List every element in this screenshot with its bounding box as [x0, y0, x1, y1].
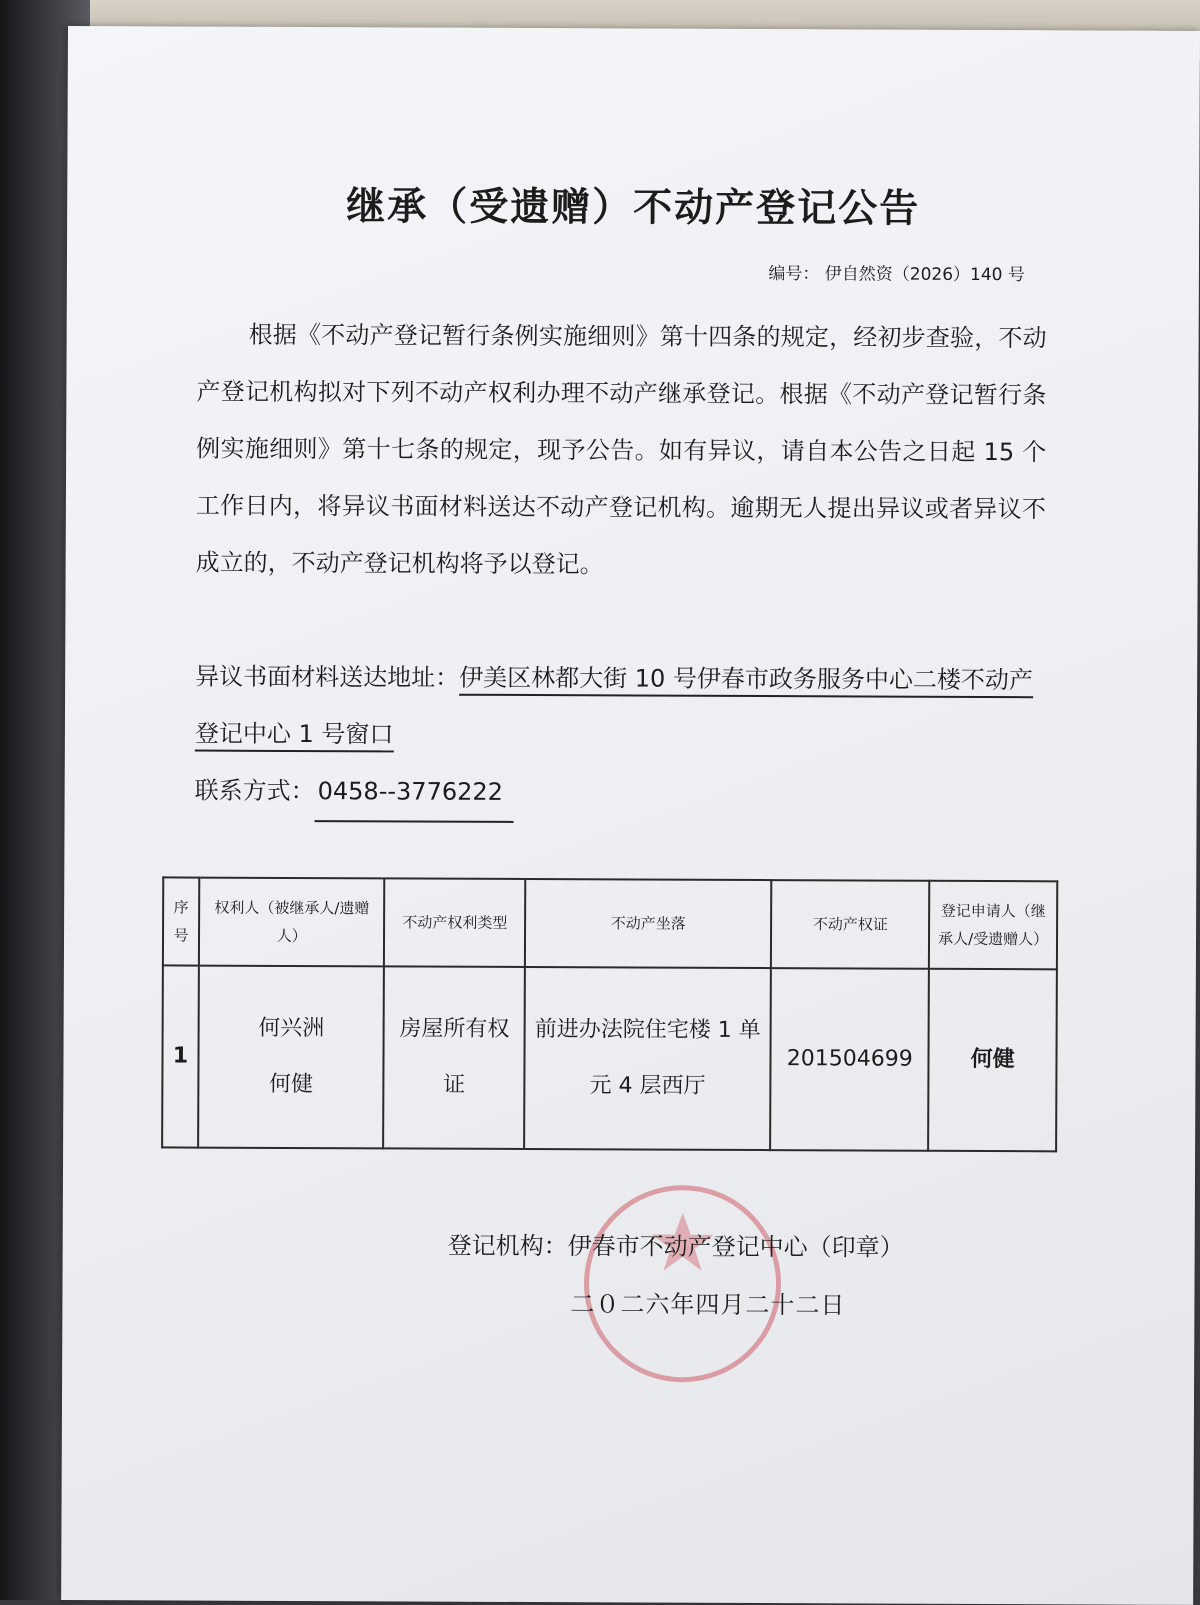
row-number: 1 — [162, 965, 199, 1147]
notice-title: 继承（受遗赠）不动产登记公告 — [346, 184, 921, 232]
header-applicant: 登记申请人（继承人/受遗赠人） — [929, 881, 1057, 970]
table-row — [162, 965, 1057, 1151]
header-right-type: 不动产权利类型 — [384, 878, 525, 967]
row-right-type: 房屋所有权证 — [384, 966, 525, 1149]
notice-body: 根据《不动产登记暂行条例实施细则》第十四条的规定，经初步查验，不动产登记机构拟对下列不动产权利办理不动产继承登记。根据《不动产登记暂行条例实施细则》第十七条的规定，现予公告。如有异议，请自本公告之日起 15 个工作日内，将异议书面材料送达不动产登记机构。逾期无人提出异议或者异议不成立的，不动产登记机构将予以登记。 — [195, 320, 1047, 579]
row-location: 前进办法院住宅楼 1 单元 4 层西厅 — [524, 967, 771, 1150]
header-location: 不动产坐落 — [525, 879, 772, 968]
notice-paper — [61, 26, 1200, 1605]
header-holder: 权利人（被继承人/遗赠人） — [199, 878, 385, 967]
registration-table — [161, 876, 1058, 1152]
contact-phone: 0458--3776222 — [315, 763, 514, 823]
contact-label: 联系方式： — [194, 776, 315, 806]
registration-authority: 登记机构：伊春市不动产登记中心（印章） — [447, 1231, 904, 1262]
contact-line — [195, 763, 514, 823]
address-value: 伊美区林都大街 10 号伊春市政务服务中心二楼不动产登记中心 1 号窗口 — [195, 664, 1033, 753]
address-label: 异议书面材料送达地址： — [195, 662, 460, 692]
notice-date: 二０二六年四月二十二日 — [570, 1290, 846, 1320]
objection-address — [195, 649, 1045, 767]
header-no: 序号 — [163, 877, 199, 965]
row-certificate: 201504699 — [770, 968, 929, 1151]
document-number: 编号： 伊自然资（2026）140 号 — [768, 264, 1025, 286]
holder-name: 何健 — [269, 1071, 314, 1098]
table-header-row — [163, 877, 1057, 969]
row-holders — [198, 966, 384, 1149]
row-applicant: 何健 — [928, 969, 1057, 1152]
holder-name: 何兴洲 — [258, 1015, 325, 1042]
header-certificate: 不动产权证 — [771, 880, 929, 969]
